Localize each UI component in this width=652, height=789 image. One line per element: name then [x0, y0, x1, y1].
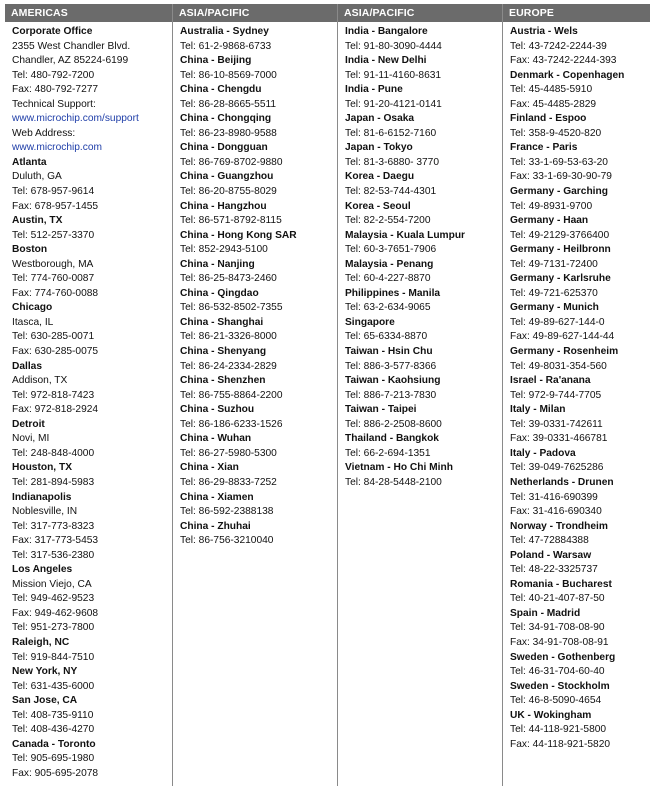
office-detail: Tel: 86-769-8702-9880 [180, 156, 283, 168]
office-detail: Tel: 43-7242-2244-39 [510, 40, 607, 52]
office-location: Sweden - Stockholm [510, 680, 610, 692]
office-detail: Tel: 678-957-9614 [12, 186, 95, 198]
office-location: Korea - Seoul [345, 200, 411, 212]
office-location: China - Qingdao [180, 287, 259, 299]
office-detail: Mission Viejo, CA [12, 578, 92, 590]
office-location: China - Chongqing [180, 113, 272, 125]
office-location: India - New Delhi [345, 55, 427, 67]
office-detail: Tel: 86-21-3326-8000 [180, 331, 277, 343]
office-detail: Technical Support: [12, 98, 96, 110]
office-location: China - Shenzhen [180, 375, 266, 387]
column-header: ASIA/PACIFIC [338, 4, 502, 22]
office-detail: Tel: 39-0331-742611 [510, 418, 603, 430]
office-detail: Noblesville, IN [12, 506, 78, 518]
office-detail: Tel: 86-27-5980-5300 [180, 447, 277, 459]
office-detail: Tel: 886-3-577-8366 [345, 360, 437, 372]
office-location: Germany - Garching [510, 186, 608, 198]
office-detail: Fax: 45-4485-2829 [510, 98, 597, 110]
office-detail: Tel: 34-91-708-08-90 [510, 622, 605, 634]
office-detail: Tel: 81-6-6152-7160 [345, 127, 437, 139]
column-body [338, 22, 502, 491]
office-location: New York, NY [12, 666, 78, 678]
office-location: China - Chengdu [180, 84, 262, 96]
office-detail: Tel: 86-592-2388138 [180, 506, 274, 518]
office-detail: Fax: 31-416-690340 [510, 506, 602, 518]
office-detail: Chandler, AZ 85224-6199 [12, 55, 129, 67]
office-location: Detroit [12, 418, 45, 430]
office-location: Japan - Osaka [345, 113, 415, 125]
office-detail: Tel: 949-462-9523 [12, 593, 95, 605]
column-body [503, 22, 650, 752]
office-detail: Tel: 49-8031-354-560 [510, 360, 607, 372]
office-detail: Tel: 82-53-744-4301 [345, 186, 437, 198]
office-detail: Fax: 678-957-1455 [12, 200, 99, 212]
office-location: Thailand - Bangkok [345, 433, 439, 445]
office-location: China - Hangzhou [180, 200, 267, 212]
office-detail: Tel: 951-273-7800 [12, 622, 95, 634]
office-detail: Tel: 630-285-0071 [12, 331, 95, 343]
office-detail: Tel: 44-118-921-5800 [510, 724, 607, 736]
office-location: Spain - Madrid [510, 607, 581, 619]
office-detail: Tel: 631-435-6000 [12, 680, 95, 692]
office-location: Germany - Heilbronn [510, 244, 611, 256]
office-location: China - Guangzhou [180, 171, 274, 183]
office-detail: Duluth, GA [12, 171, 62, 183]
office-detail: Fax: 49-89-627-144-44 [510, 331, 615, 343]
office-location: Indianapolis [12, 491, 72, 503]
column-header: EUROPE [503, 4, 650, 22]
office-detail: Tel: 886-2-2508-8600 [345, 418, 442, 430]
office-detail: Fax: 774-760-0088 [12, 287, 99, 299]
office-detail: Tel: 40-21-407-87-50 [510, 593, 605, 605]
office-location: Italy - Milan [510, 404, 566, 416]
office-detail: Tel: 86-29-8833-7252 [180, 476, 277, 488]
office-detail: Addison, TX [12, 375, 68, 387]
office-detail: Tel: 84-28-5448-2100 [345, 476, 442, 488]
office-location: China - Nanjing [180, 258, 255, 270]
office-location: Austria - Wels [510, 26, 578, 37]
office-detail: Tel: 81-3-6880- 3770 [345, 156, 440, 168]
office-location: Boston [12, 244, 48, 256]
office-location: Germany - Munich [510, 302, 599, 314]
office-location: France - Paris [510, 142, 578, 154]
column-body [5, 22, 172, 781]
office-detail: Tel: 852-2943-5100 [180, 244, 268, 256]
office-detail: Tel: 972-818-7423 [12, 389, 95, 401]
office-detail: Fax: 39-0331-466781 [510, 433, 608, 445]
office-detail: Tel: 66-2-694-1351 [345, 447, 431, 459]
office-directory-table [5, 4, 650, 786]
office-detail: Tel: 86-756-3210040 [180, 535, 274, 547]
office-location: Los Angeles [12, 564, 73, 576]
office-location: India - Pune [345, 84, 403, 96]
office-location: UK - Wokingham [510, 709, 592, 721]
office-location: Taiwan - Taipei [345, 404, 417, 416]
office-detail: Tel: 248-848-4000 [12, 447, 95, 459]
office-location: Malaysia - Kuala Lumpur [345, 229, 466, 241]
web-link[interactable]: www.microchip.com [12, 142, 103, 154]
office-detail: Tel: 86-24-2334-2829 [180, 360, 277, 372]
office-location: China - Hong Kong SAR [180, 229, 297, 241]
office-location: Canada - Toronto [12, 738, 96, 750]
office-location: Taiwan - Hsin Chu [345, 346, 433, 358]
office-location: Austin, TX [12, 215, 63, 227]
column-europe [502, 4, 650, 786]
office-location: Singapore [345, 316, 395, 328]
office-detail: Fax: 972-818-2924 [12, 404, 99, 416]
office-detail: Tel: 480-792-7200 [12, 69, 95, 81]
office-detail: Tel: 91-11-4160-8631 [345, 69, 442, 81]
office-location: Taiwan - Kaohsiung [345, 375, 441, 387]
office-detail: Tel: 31-416-690399 [510, 491, 598, 503]
office-detail: Fax: 630-285-0075 [12, 346, 99, 358]
office-detail: Tel: 63-2-634-9065 [345, 302, 431, 314]
office-detail: Tel: 49-8931-9700 [510, 200, 593, 212]
office-detail: Fax: 33-1-69-30-90-79 [510, 171, 612, 183]
office-location: China - Shanghai [180, 316, 264, 328]
office-detail: Fax: 44-118-921-5820 [510, 738, 611, 750]
office-detail: Tel: 86-186-6233-1526 [180, 418, 283, 430]
office-location: Sweden - Gothenberg [510, 651, 616, 663]
office-detail: Fax: 480-792-7277 [12, 84, 99, 96]
office-detail: Tel: 905-695-1980 [12, 753, 95, 765]
office-detail: Tel: 512-257-3370 [12, 229, 95, 241]
office-location: Finland - Espoo [510, 113, 587, 125]
office-detail: Tel: 45-4485-5910 [510, 84, 593, 96]
office-detail: Fax: 34-91-708-08-91 [510, 636, 609, 648]
office-detail: Tel: 49-2129-3766400 [510, 229, 610, 241]
office-location: China - Suzhou [180, 404, 255, 416]
office-location: China - Dongguan [180, 142, 268, 154]
office-location: Houston, TX [12, 462, 72, 474]
office-location: Atlanta [12, 156, 47, 168]
office-location: Japan - Tokyo [345, 142, 413, 154]
office-detail: Tel: 48-22-3325737 [510, 564, 598, 576]
office-detail: Tel: 408-436-4270 [12, 724, 95, 736]
office-detail: Tel: 86-25-8473-2460 [180, 273, 277, 285]
office-detail: Westborough, MA [12, 258, 94, 270]
office-location: Germany - Karlsruhe [510, 273, 611, 285]
office-detail: Tel: 281-894-5983 [12, 476, 95, 488]
office-detail: Tel: 46-31-704-60-40 [510, 666, 605, 678]
office-detail: Tel: 408-735-9110 [12, 709, 94, 721]
office-location: Romania - Bucharest [510, 578, 612, 590]
office-location: Australia - Sydney [180, 26, 269, 37]
office-detail: Tel: 47-72884388 [510, 535, 589, 547]
office-location: Dallas [12, 360, 43, 372]
office-location: China - Xian [180, 462, 239, 474]
office-detail: Tel: 86-571-8792-8115 [180, 215, 282, 227]
office-detail: Tel: 60-4-227-8870 [345, 273, 431, 285]
office-location: Corporate Office [12, 26, 93, 37]
column-header: AMERICAS [5, 4, 172, 22]
office-detail: Tel: 86-28-8665-5511 [180, 98, 277, 110]
office-detail: Tel: 91-20-4121-0141 [345, 98, 442, 110]
office-detail: Tel: 82-2-554-7200 [345, 215, 431, 227]
office-detail: Tel: 886-7-213-7830 [345, 389, 437, 401]
office-location: Poland - Warsaw [510, 549, 592, 561]
office-detail: Novi, MI [12, 433, 50, 445]
office-detail: Tel: 46-8-5090-4654 [510, 695, 602, 707]
office-detail: Tel: 49-89-627-144-0 [510, 316, 605, 328]
office-detail: Tel: 65-6334-8870 [345, 331, 428, 343]
web-link[interactable]: www.microchip.com/support [12, 113, 139, 125]
office-detail: Tel: 774-760-0087 [12, 273, 95, 285]
office-detail: 2355 West Chandler Blvd. [12, 40, 131, 52]
column-asia-pacific-2 [337, 4, 502, 786]
office-detail: Fax: 317-773-5453 [12, 535, 99, 547]
office-detail: Tel: 49-721-625370 [510, 287, 598, 299]
office-detail: Tel: 60-3-7651-7906 [345, 244, 437, 256]
office-detail: Tel: 86-23-8980-9588 [180, 127, 277, 139]
office-location: Philippines - Manila [345, 287, 441, 299]
office-detail: Tel: 919-844-7510 [12, 651, 95, 663]
office-detail: Tel: 317-773-8323 [12, 520, 95, 532]
office-detail: Tel: 972-9-744-7705 [510, 389, 602, 401]
office-detail: Tel: 33-1-69-53-63-20 [510, 156, 608, 168]
column-header: ASIA/PACIFIC [173, 4, 337, 22]
office-location: Denmark - Copenhagen [510, 69, 625, 81]
column-asia-pacific-1 [172, 4, 337, 786]
office-detail: Itasca, IL [12, 316, 54, 328]
office-location: China - Beijing [180, 55, 252, 67]
office-location: India - Bangalore [345, 26, 428, 37]
office-location: Germany - Rosenheim [510, 346, 619, 358]
office-location: Vietnam - Ho Chi Minh [345, 462, 453, 474]
office-detail: Tel: 86-20-8755-8029 [180, 186, 277, 198]
office-detail: Fax: 949-462-9608 [12, 607, 99, 619]
office-detail: Tel: 49-7131-72400 [510, 258, 598, 270]
office-location: Netherlands - Drunen [510, 476, 614, 488]
office-location: Chicago [12, 302, 53, 314]
office-detail: Web Address: [12, 127, 76, 139]
column-americas [5, 4, 172, 786]
office-detail: Tel: 61-2-9868-6733 [180, 40, 272, 52]
office-detail: Tel: 86-10-8569-7000 [180, 69, 277, 81]
office-location: San Jose, CA [12, 695, 78, 707]
office-detail: Tel: 358-9-4520-820 [510, 127, 602, 139]
office-location: Israel - Ra'anana [510, 375, 591, 387]
office-detail: Tel: 317-536-2380 [12, 549, 95, 561]
office-detail: Tel: 86-755-8864-2200 [180, 389, 283, 401]
office-location: Raleigh, NC [12, 636, 70, 648]
office-location: Italy - Padova [510, 447, 576, 459]
office-detail: Tel: 91-80-3090-4444 [345, 40, 442, 52]
office-location: Norway - Trondheim [510, 520, 608, 532]
office-location: Malaysia - Penang [345, 258, 434, 270]
office-detail: Tel: 86-532-8502-7355 [180, 302, 283, 314]
office-detail: Fax: 905-695-2078 [12, 767, 99, 779]
office-location: China - Xiamen [180, 491, 254, 503]
column-body [173, 22, 337, 549]
office-detail: Fax: 43-7242-2244-393 [510, 55, 617, 67]
office-location: China - Zhuhai [180, 520, 251, 532]
office-location: Germany - Haan [510, 215, 589, 227]
office-location: Korea - Daegu [345, 171, 415, 183]
office-location: China - Shenyang [180, 346, 267, 358]
office-detail: Tel: 39-049-7625286 [510, 462, 604, 474]
office-location: China - Wuhan [180, 433, 252, 445]
